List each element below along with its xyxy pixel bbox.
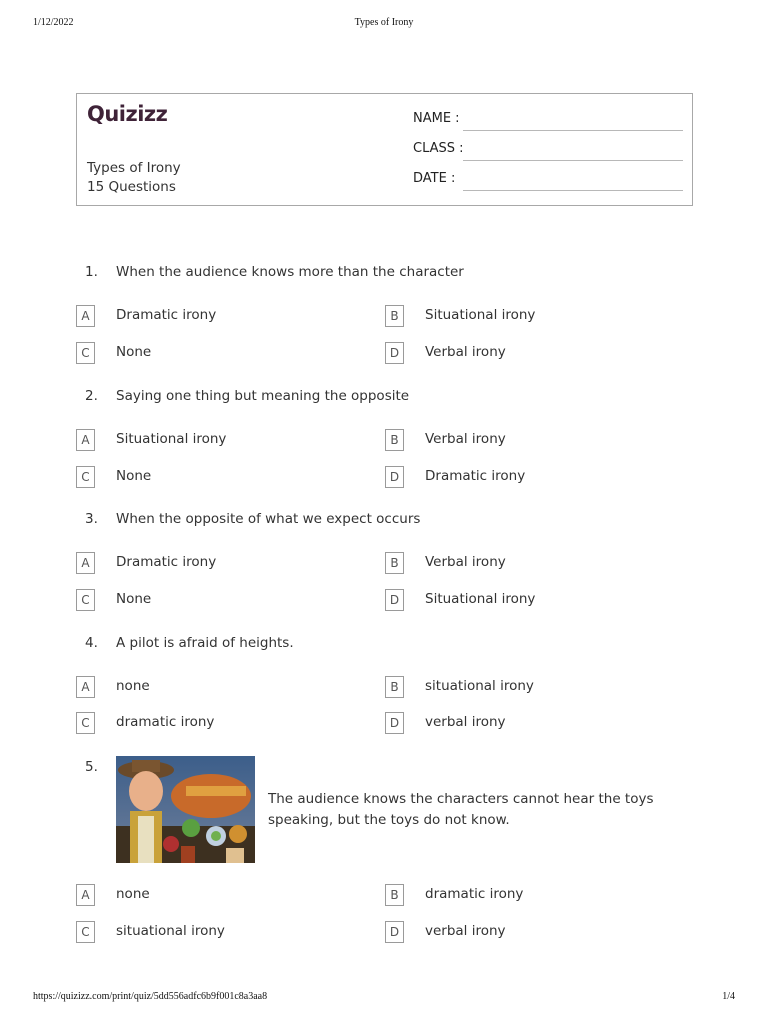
q1-option-a[interactable]	[76, 305, 376, 327]
option-text: dramatic irony	[425, 886, 524, 902]
q4-option-c[interactable]	[76, 712, 376, 734]
class-line[interactable]	[463, 160, 683, 161]
option-letter: C	[76, 466, 95, 488]
q5-option-c[interactable]	[76, 921, 376, 943]
option-text: none	[116, 886, 150, 902]
class-field[interactable]	[413, 141, 683, 161]
q3-option-b[interactable]	[385, 552, 685, 574]
question-number: 3.	[85, 511, 98, 527]
q1-option-b[interactable]	[385, 305, 685, 327]
option-text: Verbal irony	[425, 344, 506, 360]
option-text: dramatic irony	[116, 714, 215, 730]
option-text: situational irony	[116, 923, 225, 939]
quiz-title: Types of Irony	[87, 160, 181, 176]
date-line[interactable]	[463, 190, 683, 191]
quizizz-logo: Quizizz	[87, 102, 168, 126]
date-field[interactable]	[413, 171, 683, 191]
option-letter: D	[385, 589, 404, 611]
option-text: Situational irony	[425, 591, 536, 607]
option-text: None	[116, 468, 152, 484]
option-text: none	[116, 678, 150, 694]
option-letter: C	[76, 712, 95, 734]
print-url: https://quizizz.com/print/quiz/5dd556adfc6b9f001c8a3aa8	[33, 991, 268, 1002]
question-text: When the opposite of what we expect occurs	[116, 511, 421, 527]
option-text: Dramatic irony	[425, 468, 526, 484]
question-number: 4.	[85, 635, 98, 651]
question-number: 1.	[85, 264, 98, 280]
option-text: Dramatic irony	[116, 307, 217, 323]
toy-story-image	[116, 756, 255, 863]
print-date: 1/12/2022	[33, 17, 74, 28]
toy-story-illustration	[116, 756, 255, 863]
class-label: CLASS :	[413, 141, 464, 156]
q5-option-d[interactable]	[385, 921, 685, 943]
question-text: Saying one thing but meaning the opposite	[116, 388, 410, 404]
option-letter: C	[76, 342, 95, 364]
option-letter: D	[385, 712, 404, 734]
print-header	[33, 17, 735, 31]
question-text: The audience knows the characters cannot hear the toys speaking, but the toys do not know.	[268, 791, 654, 828]
option-letter: A	[76, 429, 95, 451]
print-title: Types of Irony	[354, 17, 414, 28]
q2-option-a[interactable]	[76, 429, 376, 451]
option-text: verbal irony	[425, 923, 506, 939]
option-letter: D	[385, 921, 404, 943]
option-text: verbal irony	[425, 714, 506, 730]
name-label: NAME :	[413, 111, 460, 126]
option-letter: C	[76, 589, 95, 611]
option-letter: C	[76, 921, 95, 943]
q4-option-d[interactable]	[385, 712, 685, 734]
q1-option-d[interactable]	[385, 342, 685, 364]
quiz-header-box	[76, 93, 693, 206]
option-letter: A	[76, 676, 95, 698]
option-letter: D	[385, 466, 404, 488]
q3-option-a[interactable]	[76, 552, 376, 574]
option-text: Situational irony	[116, 431, 227, 447]
question-text: A pilot is afraid of heights.	[116, 635, 294, 651]
option-letter: A	[76, 305, 95, 327]
option-letter: B	[385, 676, 404, 698]
q2-option-b[interactable]	[385, 429, 685, 451]
option-letter: B	[385, 884, 404, 906]
q3-option-c[interactable]	[76, 589, 376, 611]
q2-option-d[interactable]	[385, 466, 685, 488]
print-footer	[33, 991, 735, 1005]
question-count: 15 Questions	[87, 179, 176, 195]
option-letter: D	[385, 342, 404, 364]
q2-option-c[interactable]	[76, 466, 376, 488]
option-letter: B	[385, 429, 404, 451]
q1-option-c[interactable]	[76, 342, 376, 364]
question-number: 2.	[85, 388, 98, 404]
name-line[interactable]	[463, 130, 683, 131]
q5-option-a[interactable]	[76, 884, 376, 906]
option-letter: A	[76, 552, 95, 574]
q5-option-b[interactable]	[385, 884, 685, 906]
option-text: None	[116, 344, 152, 360]
option-text: Situational irony	[425, 307, 536, 323]
q4-option-b[interactable]	[385, 676, 685, 698]
question-number: 5.	[85, 759, 98, 775]
page-number: 1/4	[722, 991, 735, 1002]
option-text: None	[116, 591, 152, 607]
q3-option-d[interactable]	[385, 589, 685, 611]
option-text: Dramatic irony	[116, 554, 217, 570]
q4-option-a[interactable]	[76, 676, 376, 698]
option-text: situational irony	[425, 678, 534, 694]
option-letter: B	[385, 552, 404, 574]
option-letter: B	[385, 305, 404, 327]
option-text: Verbal irony	[425, 554, 506, 570]
date-label: DATE :	[413, 171, 456, 186]
option-letter: A	[76, 884, 95, 906]
question-text: When the audience knows more than the character	[116, 264, 464, 280]
name-field[interactable]	[413, 111, 683, 131]
option-text: Verbal irony	[425, 431, 506, 447]
